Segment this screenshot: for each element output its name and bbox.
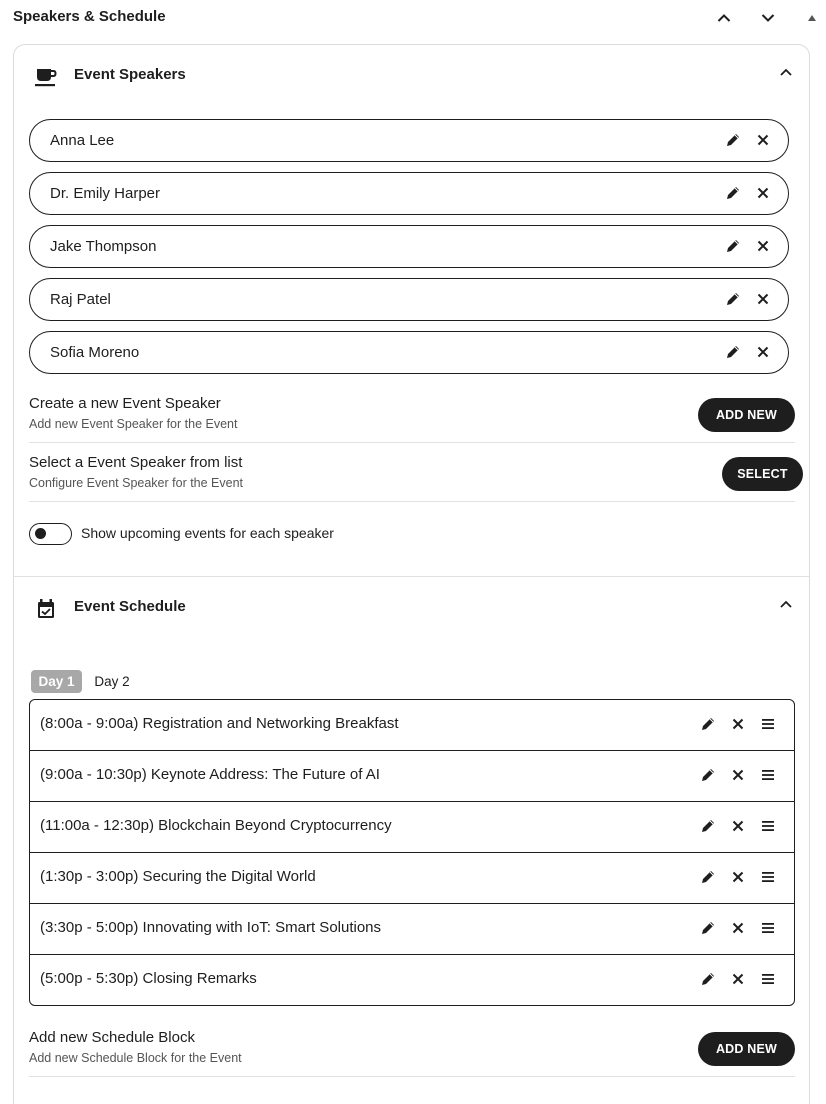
schedule-block-text: (9:00a - 10:30p) Keynote Address: The Future of AI bbox=[40, 766, 380, 783]
chevron-up-icon bbox=[717, 13, 731, 23]
schedule-list bbox=[29, 699, 795, 1006]
remove-close-icon[interactable] bbox=[729, 919, 747, 937]
chevron-up-icon bbox=[780, 68, 792, 76]
drag-handle-icon[interactable] bbox=[759, 970, 777, 988]
calendar-check-icon bbox=[34, 597, 58, 621]
schedule-row[interactable] bbox=[30, 750, 794, 801]
remove-close-icon[interactable] bbox=[754, 237, 772, 255]
remove-close-icon[interactable] bbox=[729, 868, 747, 886]
speaker-name: Sofia Moreno bbox=[50, 344, 140, 361]
panel-header[interactable] bbox=[0, 0, 826, 34]
panel-title: Speakers & Schedule bbox=[13, 8, 166, 25]
speakers-section-title: Event Speakers bbox=[74, 66, 186, 83]
schedule-row[interactable] bbox=[30, 700, 794, 751]
divider bbox=[29, 501, 795, 502]
select-speaker-subtitle: Configure Event Speaker for the Event bbox=[29, 476, 244, 490]
edit-pencil-icon[interactable] bbox=[724, 131, 742, 149]
speaker-name: Jake Thompson bbox=[50, 238, 157, 255]
upcoming-events-toggle[interactable] bbox=[29, 523, 72, 545]
toggle-knob bbox=[35, 528, 46, 539]
schedule-block-text: (5:00p - 5:30p) Closing Remarks bbox=[40, 970, 257, 987]
schedule-row[interactable] bbox=[30, 852, 794, 903]
speaker-item[interactable] bbox=[29, 172, 789, 215]
chevron-down-icon bbox=[761, 13, 775, 23]
upcoming-events-label: Show upcoming events for each speaker bbox=[81, 525, 334, 541]
drag-handle-icon[interactable] bbox=[759, 766, 777, 784]
schedule-collapse-toggle[interactable] bbox=[777, 595, 795, 613]
speaker-item[interactable] bbox=[29, 225, 789, 268]
remove-close-icon[interactable] bbox=[729, 766, 747, 784]
add-schedule-title: Add new Schedule Block bbox=[29, 1029, 195, 1046]
tab-day-2[interactable]: Day 2 bbox=[94, 674, 130, 689]
edit-pencil-icon[interactable] bbox=[699, 919, 717, 937]
schedule-block-text: (1:30p - 3:00p) Securing the Digital World bbox=[40, 868, 316, 885]
tab-day-1[interactable]: Day 1 bbox=[31, 670, 82, 693]
move-up-button[interactable] bbox=[714, 8, 734, 28]
schedule-row[interactable] bbox=[30, 903, 794, 954]
schedule-block-text: (8:00a - 9:00a) Registration and Networking Breakfast bbox=[40, 715, 399, 732]
select-speaker-button[interactable]: SELECT bbox=[722, 457, 803, 491]
edit-pencil-icon[interactable] bbox=[724, 343, 742, 361]
speaker-item[interactable] bbox=[29, 119, 789, 162]
speaker-name: Raj Patel bbox=[50, 291, 111, 308]
add-new-speaker-button[interactable]: ADD NEW bbox=[698, 398, 795, 432]
edit-pencil-icon[interactable] bbox=[699, 715, 717, 733]
speakers-collapse-toggle[interactable] bbox=[777, 63, 795, 81]
collapse-panel-button[interactable] bbox=[802, 8, 822, 28]
select-speaker-row bbox=[29, 446, 795, 505]
edit-pencil-icon[interactable] bbox=[699, 970, 717, 988]
panel-body bbox=[13, 44, 810, 1104]
speaker-name: Dr. Emily Harper bbox=[50, 185, 161, 202]
speakers-section-header[interactable] bbox=[14, 45, 809, 105]
remove-close-icon[interactable] bbox=[754, 131, 772, 149]
edit-pencil-icon[interactable] bbox=[699, 766, 717, 784]
drag-handle-icon[interactable] bbox=[759, 817, 777, 835]
schedule-section-title: Event Schedule bbox=[74, 598, 186, 615]
create-speaker-title: Create a new Event Speaker bbox=[29, 395, 221, 412]
remove-close-icon[interactable] bbox=[729, 715, 747, 733]
select-speaker-title: Select a Event Speaker from list bbox=[29, 454, 243, 471]
drag-handle-icon[interactable] bbox=[759, 868, 777, 886]
drag-handle-icon[interactable] bbox=[759, 919, 777, 937]
edit-pencil-icon[interactable] bbox=[724, 290, 742, 308]
edit-pencil-icon[interactable] bbox=[699, 817, 717, 835]
remove-close-icon[interactable] bbox=[754, 343, 772, 361]
edit-pencil-icon[interactable] bbox=[724, 237, 742, 255]
schedule-block-text: (3:30p - 5:00p) Innovating with IoT: Smart Solutions bbox=[40, 919, 382, 936]
edit-pencil-icon[interactable] bbox=[724, 184, 742, 202]
add-new-schedule-button[interactable]: ADD NEW bbox=[698, 1032, 795, 1066]
chevron-up-icon bbox=[780, 600, 792, 608]
divider bbox=[29, 1076, 795, 1077]
move-down-button[interactable] bbox=[758, 8, 778, 28]
schedule-row[interactable] bbox=[30, 801, 794, 852]
speaker-name: Anna Lee bbox=[50, 132, 115, 149]
coffee-cup-icon bbox=[34, 65, 58, 89]
drag-handle-icon[interactable] bbox=[759, 715, 777, 733]
remove-close-icon[interactable] bbox=[729, 970, 747, 988]
remove-close-icon[interactable] bbox=[729, 817, 747, 835]
speaker-item[interactable] bbox=[29, 331, 789, 374]
edit-pencil-icon[interactable] bbox=[699, 868, 717, 886]
schedule-block-text: (11:00a - 12:30p) Blockchain Beyond Cryptocurrency bbox=[40, 817, 392, 834]
remove-close-icon[interactable] bbox=[754, 290, 772, 308]
add-schedule-row bbox=[29, 1021, 795, 1080]
create-speaker-row bbox=[29, 387, 795, 446]
schedule-section-header[interactable] bbox=[14, 577, 809, 637]
divider bbox=[29, 442, 795, 443]
speaker-item[interactable] bbox=[29, 278, 789, 321]
add-schedule-subtitle: Add new Schedule Block for the Event bbox=[29, 1051, 242, 1065]
schedule-row[interactable] bbox=[30, 954, 794, 1005]
caret-up-icon bbox=[807, 14, 817, 22]
create-speaker-subtitle: Add new Event Speaker for the Event bbox=[29, 417, 238, 431]
remove-close-icon[interactable] bbox=[754, 184, 772, 202]
